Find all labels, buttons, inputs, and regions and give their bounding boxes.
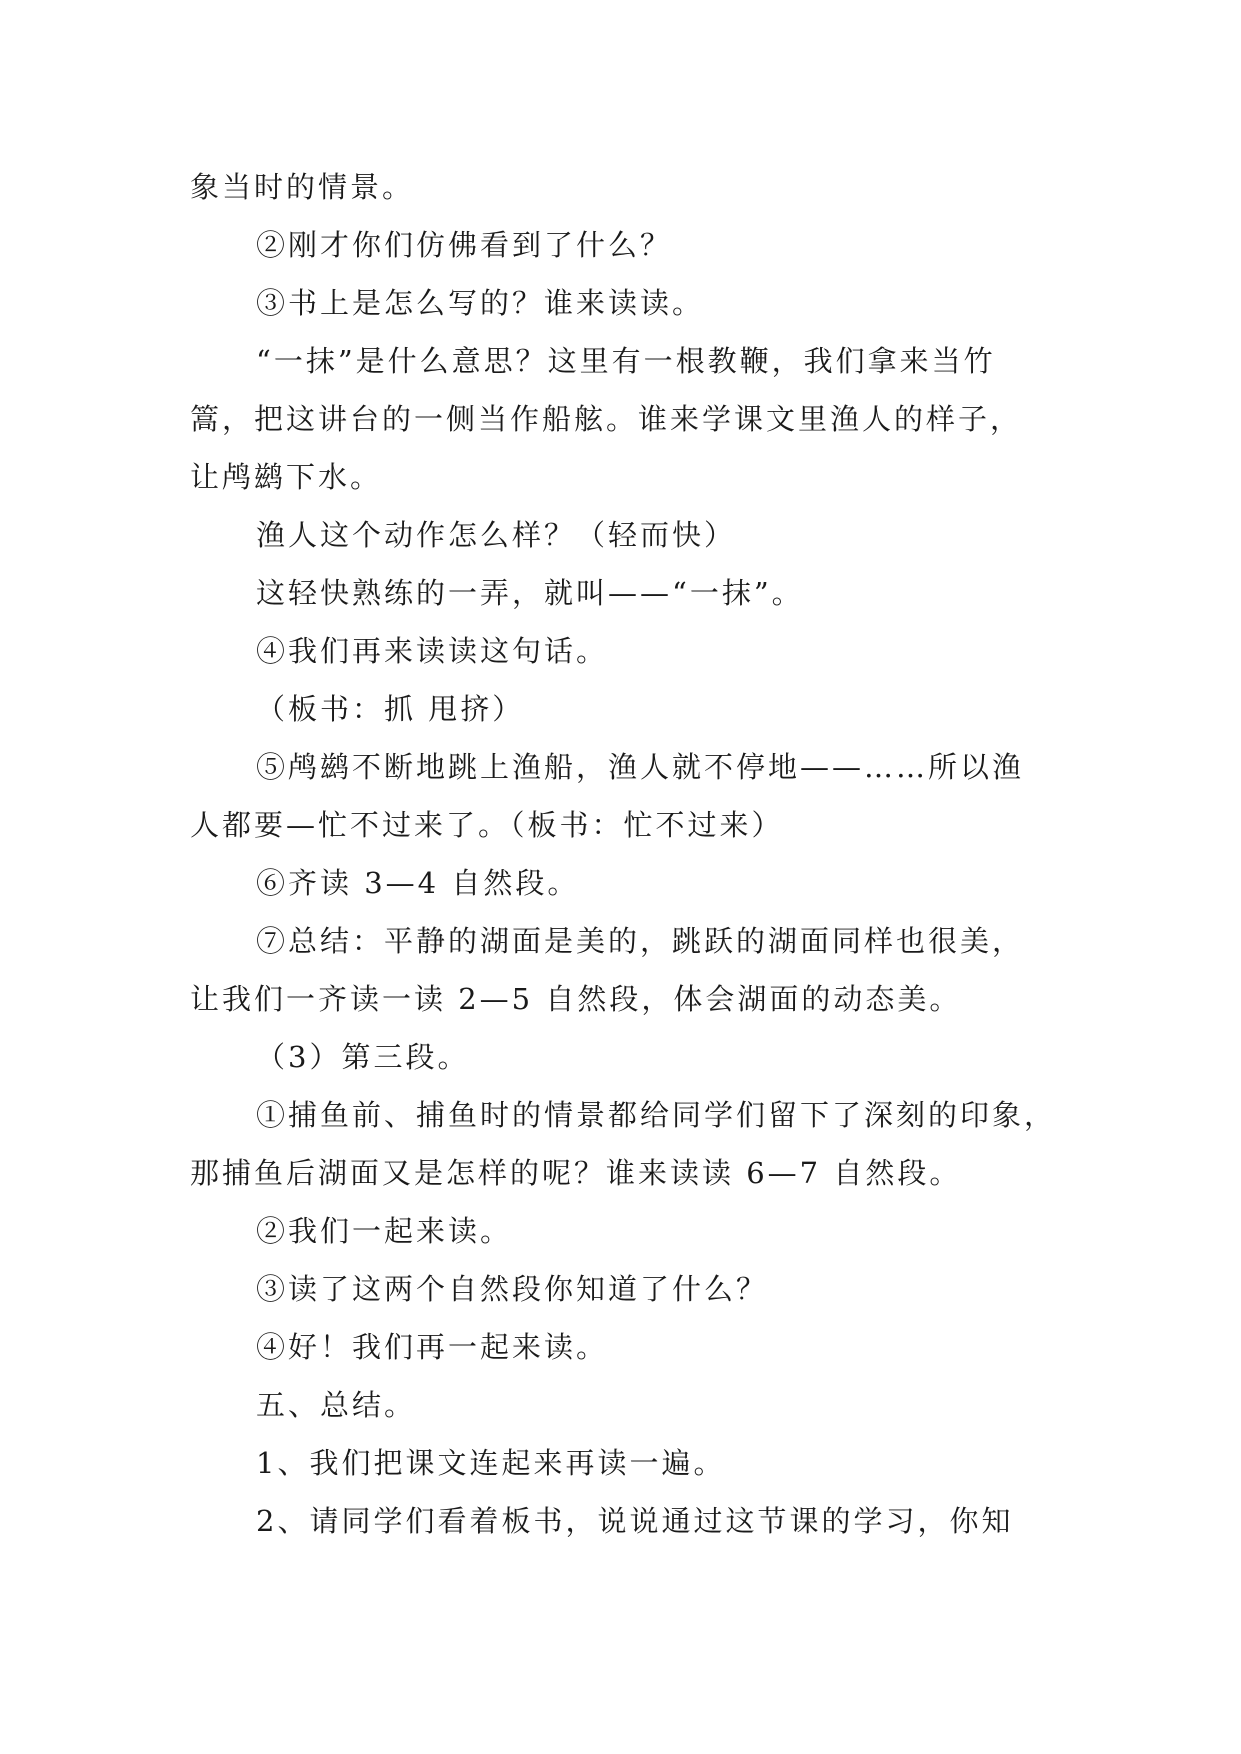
text-line: ⑤鸬鹚不断地跳上渔船，渔人就不停地——……所以渔 [256, 750, 1025, 784]
text-line: ⑥齐读 3—4 自然段。 [256, 866, 580, 900]
text-line: （板书：抓 甩挤） [256, 692, 525, 726]
text-line: 五、总结。 [256, 1388, 417, 1422]
text-line: 象当时的情景。 [190, 170, 415, 204]
text-line: 渔人这个动作怎么样？（轻而快） [256, 518, 737, 552]
body-text [190, 158, 1060, 1550]
text-line: 人都要—忙不过来了。（板书：忙不过来） [190, 808, 784, 842]
text-line: ③读了这两个自然段你知道了什么？ [256, 1272, 769, 1306]
text-line: 2、请同学们看着板书，说说通过这节课的学习，你知 [256, 1504, 1014, 1538]
text-line: 篙，把这讲台的一侧当作船舷。谁来学课文里渔人的样子， [190, 402, 1023, 436]
text-line: ④我们再来读读这句话。 [256, 634, 609, 668]
text-line: ①捕鱼前、捕鱼时的情景都给同学们留下了深刻的印象， [256, 1098, 1057, 1132]
text-line: 这轻快熟练的一弄，就叫——“一抹”。 [256, 576, 804, 610]
text-line: 1、我们把课文连起来再读一遍。 [256, 1446, 726, 1480]
text-line: ②我们一起来读。 [256, 1214, 513, 1248]
text-line: 让鸬鹚下水。 [190, 460, 383, 494]
text-line: “一抹”是什么意思？这里有一根教鞭，我们拿来当竹 [256, 344, 996, 378]
text-line: ⑦总结：平静的湖面是美的，跳跃的湖面同样也很美， [256, 924, 1025, 958]
text-line: ④好！我们再一起来读。 [256, 1330, 609, 1364]
text-line: 那捕鱼后湖面又是怎样的呢？谁来读读 6—7 自然段。 [190, 1156, 962, 1190]
text-line: ②刚才你们仿佛看到了什么？ [256, 228, 673, 262]
text-line: ③书上是怎么写的？谁来读读。 [256, 286, 705, 320]
text-line: 让我们一齐读一读 2—5 自然段，体会湖面的动态美。 [190, 982, 962, 1016]
text-line: （3）第三段。 [256, 1040, 470, 1074]
